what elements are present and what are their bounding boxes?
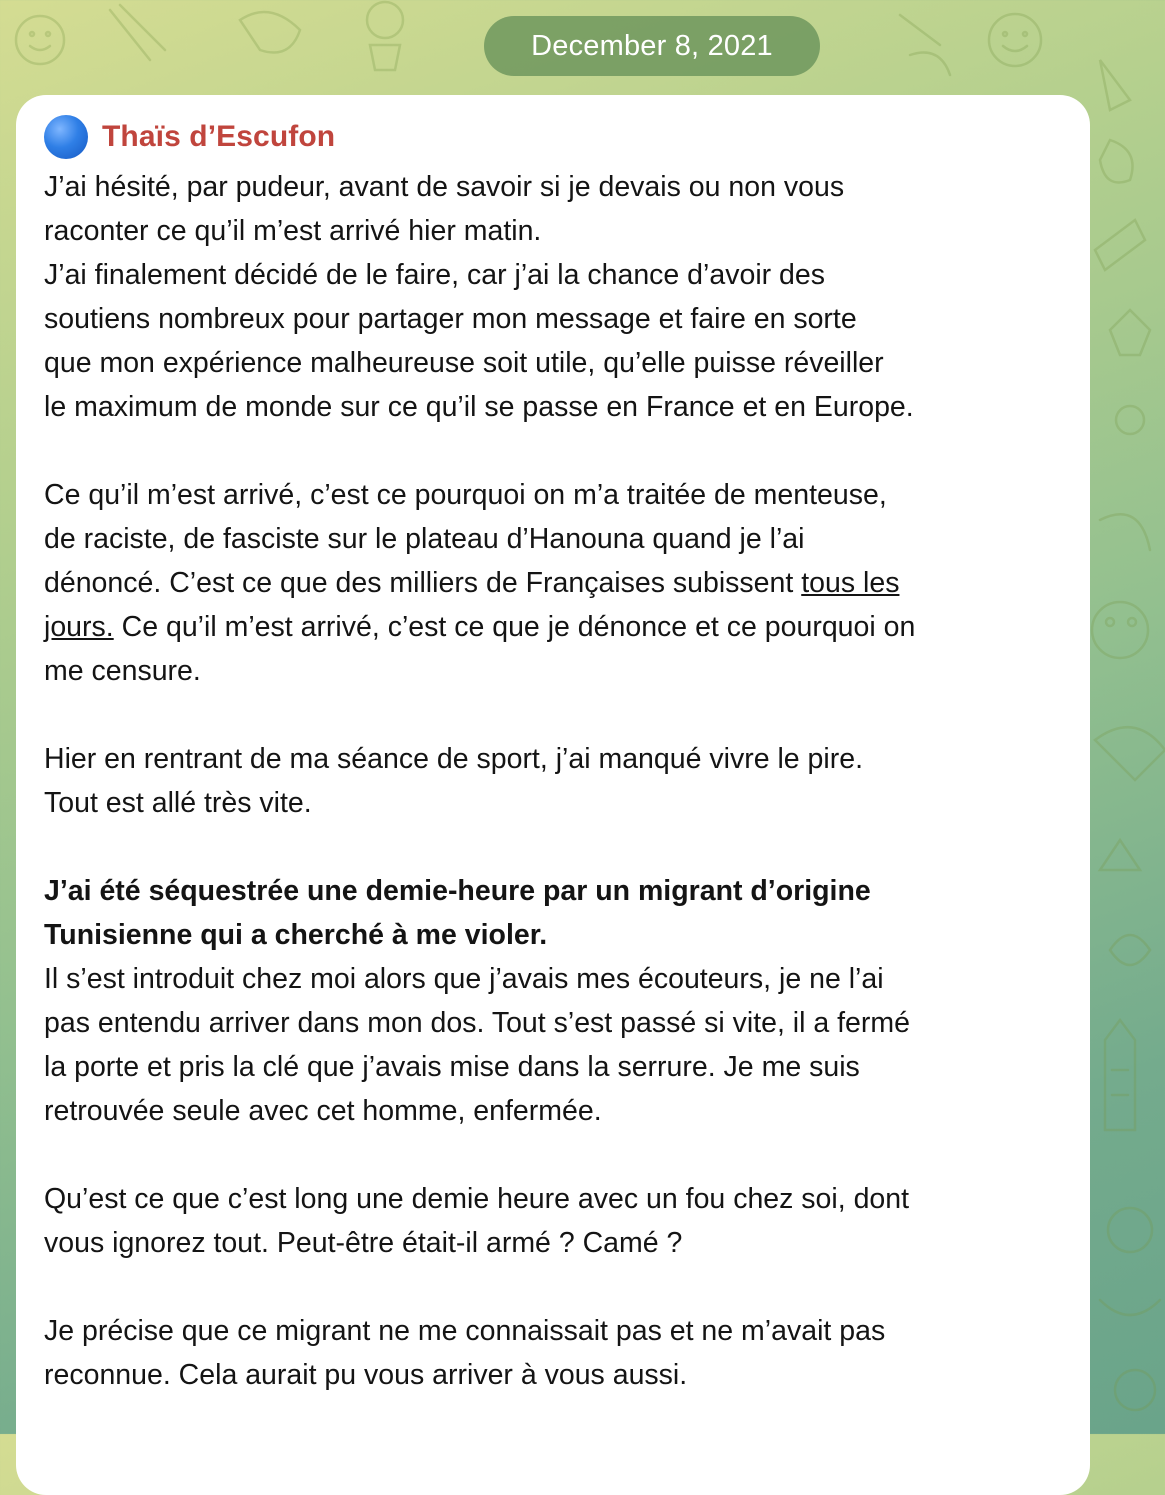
- blue-circle-icon: [44, 115, 88, 159]
- text-line: soutiens nombreux pour partager mon message et faire en sorte: [44, 303, 857, 335]
- text-line: [44, 605, 1070, 649]
- message-sender[interactable]: [44, 109, 1070, 165]
- message-bubble[interactable]: [16, 95, 1090, 1495]
- text-line: de raciste, de fasciste sur le plateau d’Hanouna quand je l’ai: [44, 523, 805, 555]
- text-line: que mon expérience malheureuse soit utile, qu’elle puisse réveiller: [44, 347, 884, 379]
- paragraph-gap: [44, 825, 1070, 869]
- underlined-text: tous les: [801, 567, 900, 599]
- text-line: raconter ce qu’il m’est arrivé hier matin.: [44, 215, 542, 247]
- text-line: Ce qu’il m’est arrivé, c’est ce pourquoi on m’a traitée de menteuse,: [44, 479, 887, 511]
- text-line: le maximum de monde sur ce qu’il se passe en France et en Europe.: [44, 391, 914, 423]
- text-line: Il s’est introduit chez moi alors que j’avais mes écouteurs, je ne l’ai: [44, 963, 884, 995]
- date-separator: December 8, 2021: [484, 16, 820, 76]
- text-line: vous ignorez tout. Peut-être était-il armé ? Camé ?: [44, 1227, 683, 1259]
- underlined-text: jours.: [44, 611, 114, 643]
- text-line: [44, 561, 1070, 605]
- text-line: pas entendu arriver dans mon dos. Tout s’est passé si vite, il a fermé: [44, 1007, 910, 1039]
- text-line: Qu’est ce que c’est long une demie heure avec un fou chez soi, dont: [44, 1183, 910, 1215]
- message-text: [44, 165, 1070, 1397]
- text-line: me censure.: [44, 655, 201, 687]
- text-line: reconnue. Cela aurait pu vous arriver à vous aussi.: [44, 1359, 688, 1391]
- paragraph-gap: [44, 1265, 1070, 1309]
- paragraph-gap: [44, 693, 1070, 737]
- text-line: Hier en rentrant de ma séance de sport, j’ai manqué vivre le pire.: [44, 743, 863, 775]
- text-line: Tout est allé très vite.: [44, 787, 312, 819]
- bold-text-line: Tunisienne qui a cherché à me violer.: [44, 919, 548, 951]
- paragraph-gap: [44, 1133, 1070, 1177]
- text-line: Je précise que ce migrant ne me connaissait pas et ne m’avait pas: [44, 1315, 886, 1347]
- paragraph-gap: [44, 429, 1070, 473]
- bold-text-line: J’ai été séquestrée une demie-heure par un migrant d’origine: [44, 875, 871, 907]
- text-line: retrouvée seule avec cet homme, enfermée.: [44, 1095, 602, 1127]
- text-segment: Ce qu’il m’est arrivé, c’est ce que je dénonce et ce pourquoi on: [113, 611, 916, 643]
- text-segment: dénoncé. C’est ce que des milliers de Françaises subissent: [44, 567, 802, 599]
- sender-name[interactable]: Thaïs d’Escufon: [102, 120, 336, 153]
- text-line: la porte et pris la clé que j’avais mise dans la serrure. Je me suis: [44, 1051, 860, 1083]
- text-line: J’ai finalement décidé de le faire, car j’ai la chance d’avoir des: [44, 259, 826, 291]
- text-line: J’ai hésité, par pudeur, avant de savoir si je devais ou non vous: [44, 171, 845, 203]
